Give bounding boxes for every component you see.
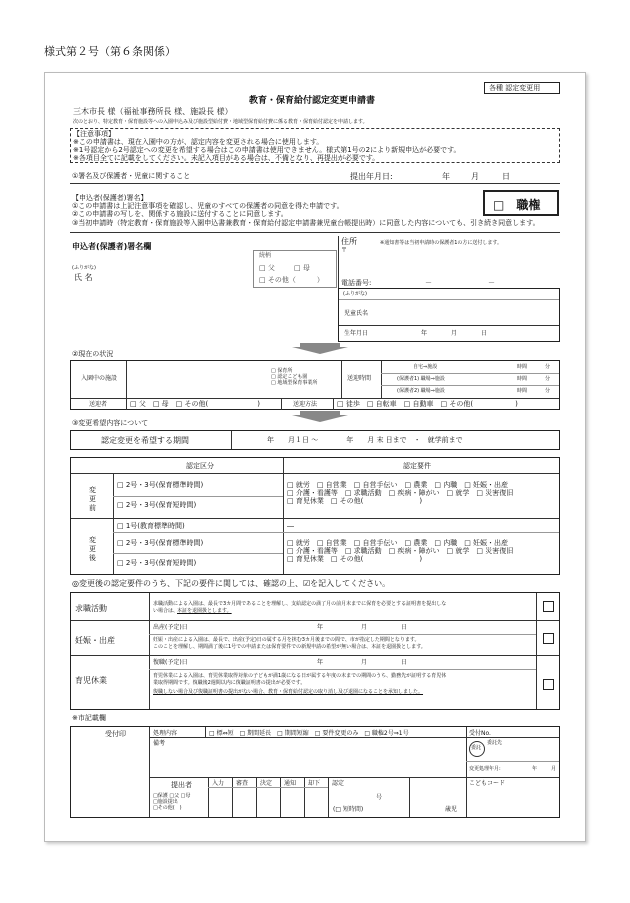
down-arrow-icon [292,347,348,354]
name-label: 氏 名 [74,273,93,282]
section1-title: ①署名及び保護者・児童に関すること [72,172,191,180]
child-name-label: 児童氏名 [344,310,369,317]
relation-box: 続柄 □ 父 □ 母 □ その他（ ） [253,250,337,288]
confirm-table: 求職活動 求職活動による入園は、最長で3カ月間であることを理解し、支給認定の満了月の前月末までに保育を必要とする証明書を提出しな い場合は、 本証を退園扱とします。 妊娠・出産 出産(予定)日 年 月 日 妊娠・出産による入園は、最長で、出産(予定)日の属する月を挟む3カ月後までの間で、市が指定した期間となります。 このことを理解し、期間満了後に1号での申請または保育要件での新規申請の希望が無い場合は、本証を退園扱とします。 育児休業 復職(予定)日 年 月 日 育児休業による入園は、育児休業取得対象の子どもが満1歳になる日が属する年度の末までの期間のうち、勤務先が証明する育児休 業取得期間です。復職後2週間以内に復職証明書の提出が必要です。 復職しない場合及び復職証明書の提出がない場合、教育・保育給付認定の取り消し及び退園になることを承知しました。 [70,592,560,710]
section2-title: ②現在の状況 [72,350,114,358]
consent-line: ②この申請書の写しを、関係する施設に送付することに同意します。 [72,210,288,218]
notes-heading: 【注意事項】 [73,130,115,138]
leave-confirm-checkbox[interactable] [543,679,554,690]
office-table: 受付印 処理内容 □ 標⇔短 □ 期間延長 □ 期間短縮 □ 要件変更のみ □ 職権2号⇒1号 受付No. 備考 委託 委託先 変更処理年月: 年 月 こどもコード 提出者 □保護 □父 □母 □施設提出 □その他( ) 入力 審査 決定 通知 却下 認定 号 (□ 短時間) 歳児 [70,726,560,818]
form-number: 様式第２号（第６条関係） [44,45,176,58]
consent-heading: 【申込者(保護者)署名】 [72,194,148,202]
confirm-intro: ◎変更後の認定要件のうち、下記の要件に関しては、確認の上、☑を記入してください。 [72,579,391,588]
phone-label: 電話番号: [341,279,372,287]
document-title: 教育・保育給付認定変更申請書 [249,96,376,106]
birth-label: 生年月日 [344,330,369,337]
note-line: ※各項目全てに記載をしてください。未記入項目がある場合は、不備となり、再提出が必要です。 [73,154,380,162]
period-box: 認定変更を希望する期間 年 月１日 ～ 年 月 末 日まで ・ 就学前まで [70,430,560,450]
section3-title: ③変更希望内容について [72,419,149,427]
child-info-box: (ふりがな) 児童氏名 生年月日 年 月 日 [338,288,560,342]
job-confirm-checkbox[interactable] [543,601,554,612]
form-type-tag: 各種 認定変更用 [484,82,560,94]
before-label: 変 更 前 [89,486,96,512]
address-label: 住所 [341,237,357,246]
note-line: ※1号認定から2号認定への変更を希望する場合はこの申請書は使用できません。様式第1号の2により新規申込が必要です。 [73,146,461,154]
commission-stamp: 委託 [469,741,485,757]
pregnancy-confirm-checkbox[interactable] [543,633,554,644]
address-note: ※通知書等は当初申請時の保護者1の方に送付します。 [380,240,502,246]
submit-date-label: 提出年月日: [350,172,393,181]
after-label: 変 更 後 [89,536,96,562]
intro-text: 次のとおり、特定教育・保育施設等への入園申込み及び施設型給付費・地域型保育給付費に係る教育・保育給付認定を申請します。 [73,119,368,125]
down-arrow-icon [292,415,348,422]
current-status-table: 入園中の施設 □ 保育所 □ 認定こども園 □ 地域型保育事業所 送迎時間 自宅⇒施設 時間 分 (保護者1) 職場⇒施設 時間 分 (保護者2) 職場⇒施設 時間 分 送迎者 □ 父 □ 母 □ その他( ) 送迎方法 □ 徒歩 □ 自転車 □ 自動車 □ その他( ) [70,360,560,410]
consent-line: ③当初申請時（特定教育・保育施設等入園申込書兼教育・保育給付認定申請書兼児童台帳提出時）に同意した内容についても、引き続き同意します。 [72,219,540,227]
addressee: 三木市長 様（福祉事務所長 様、施設長 様） [73,107,233,116]
change-table: 認定区分 認定要件 変 更 前 □ 2号・3号(保育標準時間) □ 2号・3号(保育短時間) □ 就労 □ 自営業 □ 自営手伝い □ 農業 □ 内職 □ 妊娠・出産 □ 介護・看護等 □ 求職活動 □ 疾病・障がい □ 就学 □ 災害復旧 □ 育児休業 □ その他( ) 変 更 後 □ 1号(教育標準時間) ― □ 2号・3号(保育標準時間) □ 2号・3号(保育短時間) □ 就労 □ 自営業 □ 自営手伝い □ 農業 □ 内職 □ 妊娠・出産 □ 介護・看護等 □ 求職活動 □ 疾病・障がい □ 就学 □ 災害復旧 □ 育児休業 □ その他( ) [70,457,560,575]
office-section-title: ※市記載欄 [72,714,106,722]
applicant-label: 申込者(保護者)署名欄 [72,242,152,251]
office-use-box: □ 職権 [483,190,559,216]
consent-line: ①この申請書は上記注意事項を確認し、児童のすべての保護者の同意を得た申請です。 [72,202,344,210]
note-line: ※この申請書は、現在入園中の方が、認定内容を変更される場合に使用します。 [73,138,324,146]
